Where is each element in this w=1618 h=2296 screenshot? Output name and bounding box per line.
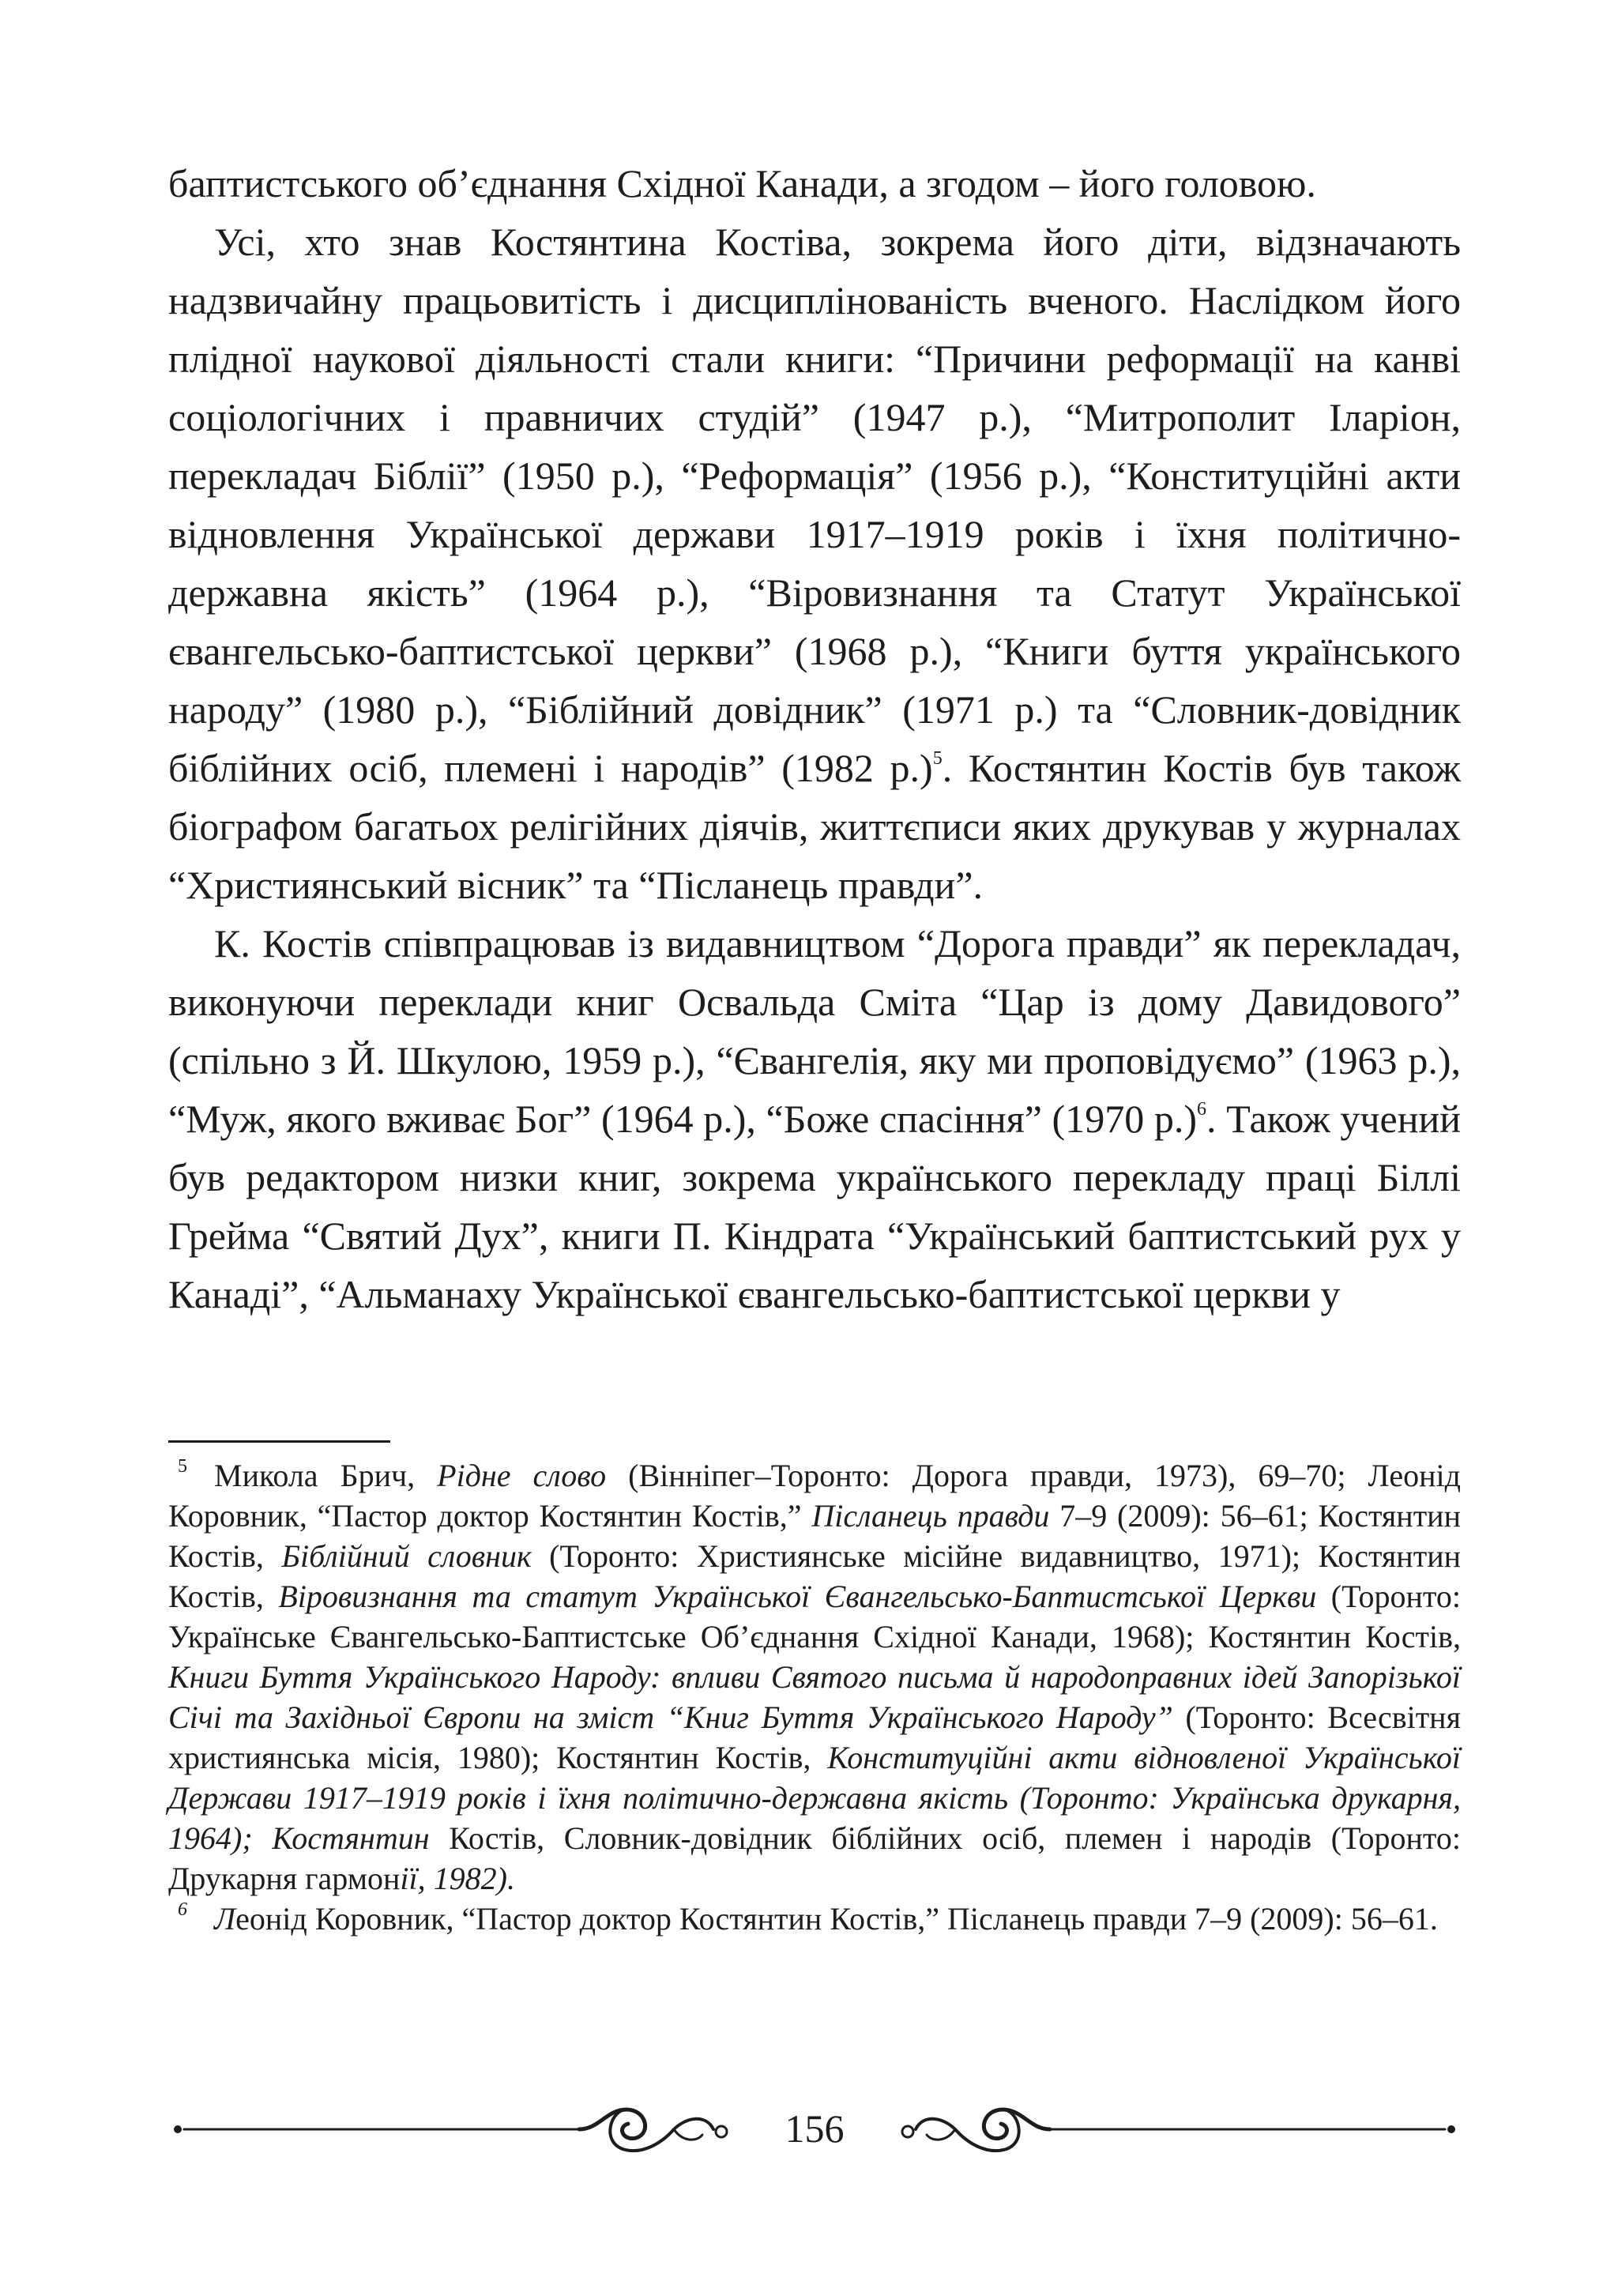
footnote-title: Книги Буття Українського Народу: впливи Святого письма й народоправних ідей Запорізької Січі та Західньої Європи на зміст “Книг Буття Українського Народу” xyxy=(168,1659,1461,1735)
footnote-text: еонід Коровник, “Пастор доктор Костянтин Костів,” Післанець правди 7–9 (2009): 56–61. xyxy=(235,1901,1438,1937)
paragraph-text: Усі, хто знав Костянтина Костіва, зокрема його діти, відзначають надзвичайну працьовитість і дисциплінованість вченого. Наслідком його плідної наукової діяльності стали книги: “Причини реформації на канві соціологічних і правничих студій” (1947 р.), “Митрополит Іларіон, перекладач Біблії” (1950 р.), “Реформація” (1956 р.), “Конституційні акти відновлення Української держави 1917–1919 років і їхня політично-державна якість” (1964 р.), “Віровизнання та Статут Української євангельсько-баптистської церкви” (1968 р.), “Книги буття українського народу” (1980 р.), “Біблійний довідник” (1971 р.) та “Словник-довідник біблійних осіб, племені і народів” (1982 р.) xyxy=(168,220,1461,790)
footnote-ref-6[interactable]: 6 xyxy=(1197,1099,1207,1120)
footnote-text: Костів, Словник-довідник біблійних осіб, племен і народів (Торонто: Друкарня гармон xyxy=(168,1820,1462,1896)
footnote-title: Конституційні акти відновленої Української Держави 1917–1919 років і їхня політично-державна якість (Торонто: Українська друкарня, 1964); Костянтин xyxy=(168,1740,1461,1856)
footnote-5: 5 Микола Брич, Рідне слово (Вінніпег–Торонто: Дорога правди, 1973), 69–70; Леонід Коровник, “Пастор доктор Костянтин Костів,” Післанець правди 7–9 (2009): 56–61; Костянтин Костів, Біблійний словник (Торонто: Християнське місійне видавництво, 1971); Костянтин Костів, Віровизнання та статут Української Євангельсько-Баптистської Церкви (Торонто: Українське Євангельсько-Баптистське Об’єднання Східної Канади, 1968); Костянтин Костів, Книги Буття Українського Народу: впливи Святого письма й народоправних ідей Запорізької Січі та Західньої Європи на зміст “Книг Буття Українського Народу” (Торонто: Всесвітня християнська місія, 1980); Костянтин Костів, Конституційні акти відновленої Української Держави 1917–1919 років і їхня політично-державна якість (Торонто: Українська друкарня, 1964); Костянтин Костів, Словник-довідник біблійних осіб, племен і народів (Торонто: Друкарня гармонії, 1982). xyxy=(168,1456,1462,1896)
paragraph-text: баптистського об’єднання Східної Канади, а згодом – його головою. xyxy=(168,161,1316,205)
page-footer xyxy=(168,2094,1461,2165)
footnote-text: (Вінніпег–Торонто: Дорога правди, 1973), 69–70; Леонід Коровник, “Пастор доктор Костянтин Костів,” xyxy=(168,1458,1462,1534)
footnote-6: 6 Леонід Коровник, “Пастор доктор Костянтин Костів,” Післанець правди 7–9 (2009): 56–61. xyxy=(178,1899,1438,1937)
footnote-text: Л xyxy=(214,1901,236,1937)
footnote-text: (Торонто: Всесвітня християнська місія, 1980); Костянтин Костів, xyxy=(168,1699,1461,1775)
footnote-text: (Торонто: Християнське місійне видавництво, 1971); Костянтин Костів, xyxy=(168,1538,1461,1614)
footnote-ref-5[interactable]: 5 xyxy=(932,748,943,769)
footnote-title: Віровизнання та статут Української Євангельсько-Баптистської Церкви xyxy=(278,1579,1317,1614)
page-number: 156 xyxy=(785,2106,845,2151)
paragraph-1 xyxy=(168,154,1461,213)
footnote-title: Післанець правди xyxy=(811,1498,1050,1534)
footnote-title: Біблійний словник xyxy=(281,1538,532,1574)
footnote-text: (Торонто: Українське Євангельсько-Баптистське Об’єднання Східної Канади, 1968); Костянтин Костів, xyxy=(168,1579,1462,1654)
main-text xyxy=(168,154,1461,1323)
paragraph-2 xyxy=(168,213,1461,914)
footnotes xyxy=(168,1455,1461,1939)
paragraph-3 xyxy=(168,914,1461,1323)
footnote-title: ії, 1982). xyxy=(400,1861,515,1896)
footnote-title: Рідне слово xyxy=(437,1458,607,1493)
footnote-text: 7–9 (2009): 56–61; Костянтин Костів, xyxy=(168,1498,1461,1574)
paragraph-text: . Також учений був редактором низки книг, зокрема українського перекладу праці Біллі Грейма “Святий Дух”, книги П. Кіндрата “Український баптистський рух у Канаді”, “Альманаху Української євангельсько-баптистської церкви у xyxy=(168,1097,1462,1316)
footnote-separator xyxy=(168,1440,390,1443)
paragraph-text: . Костянтин Костів був також біографом багатьох релігійних діячів, життєписи яких друкував у журналах “Християнський вісник” та “Післанець правди”. xyxy=(168,746,1461,907)
footnote-text: Микола Брич, xyxy=(214,1458,438,1493)
paragraph-text: К. Костів співпрацював із видавництвом “Дорога правди” як перекладач, виконуючи переклади книг Освальда Сміта “Цар із дому Давидового” (спільно з Й. Шкулою, 1959 р.), “Євангелія, яку ми проповідуємо” (1963 р.), “Муж, якого вживає Бог” (1964 р.), “Боже спасіння” (1970 р.) xyxy=(168,921,1461,1141)
